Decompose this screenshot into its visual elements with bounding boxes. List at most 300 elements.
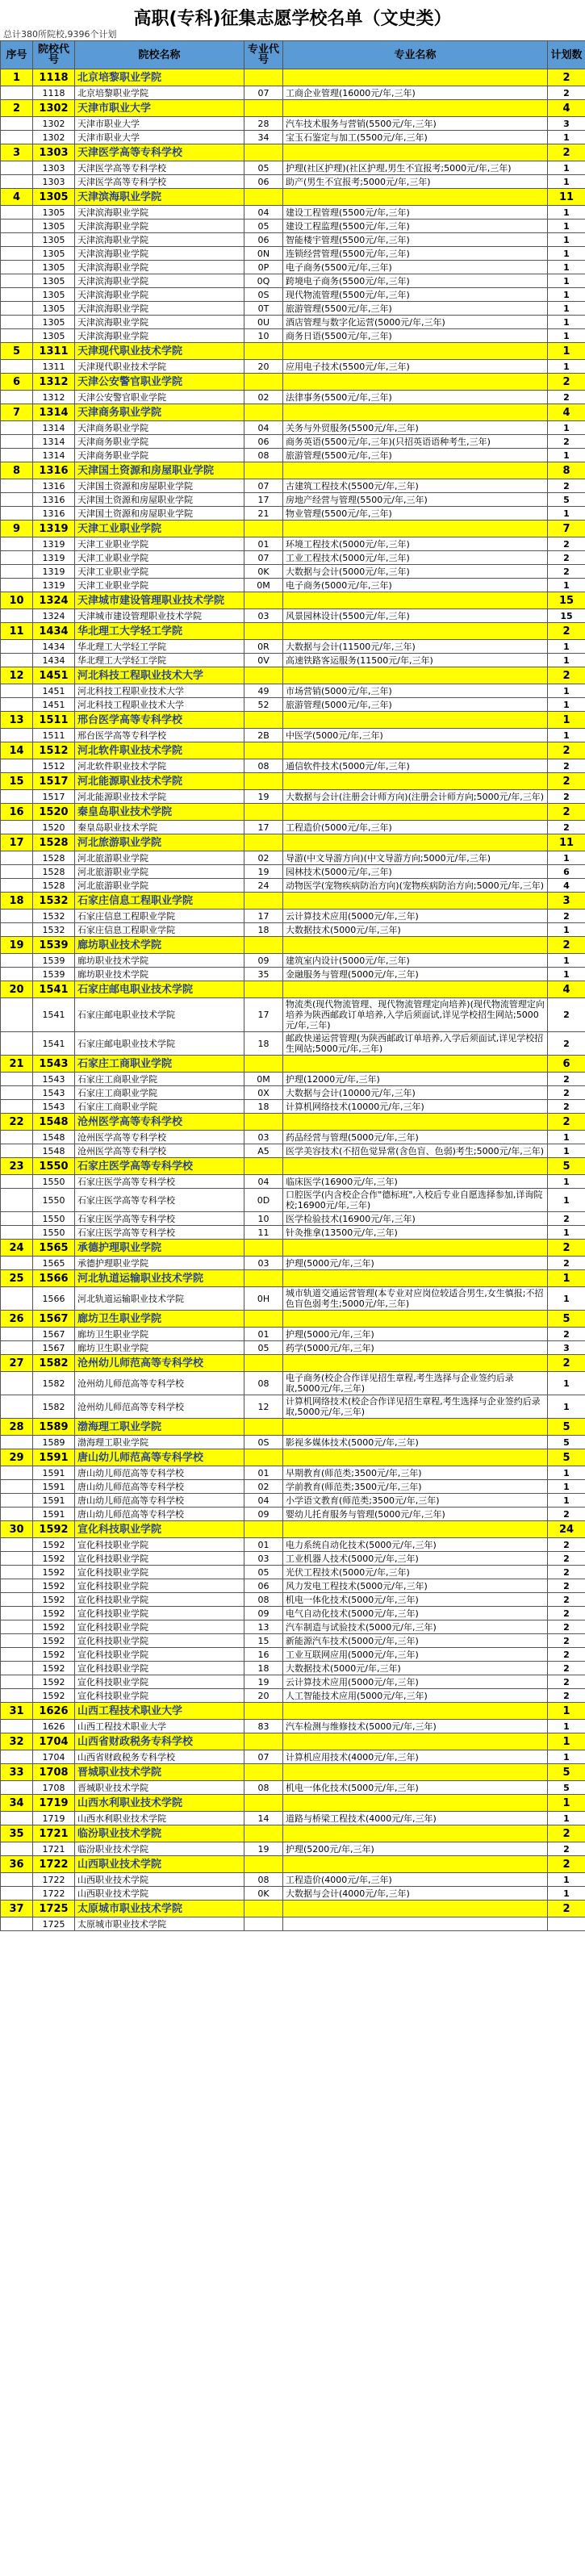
plan-count-cell: 1	[548, 1887, 585, 1901]
major-name-cell: 临床医学(16900元/年,三年)	[283, 1175, 548, 1189]
major-name-cell	[283, 404, 548, 421]
school-name-cell: 河北能源职业技术学院	[75, 790, 244, 804]
major-name-cell	[283, 521, 548, 537]
school-code-cell: 1539	[33, 954, 75, 968]
plan-count-cell: 1	[548, 1175, 585, 1189]
school-code-cell: 1582	[33, 1355, 75, 1372]
plan-count-cell: 2	[548, 821, 585, 834]
school-code-cell: 1532	[33, 910, 75, 923]
major-row	[1, 1257, 585, 1270]
major-code-cell	[244, 521, 283, 537]
major-code-cell: 0T	[244, 302, 283, 316]
plan-count-cell: 24	[548, 1521, 585, 1538]
school-row	[1, 834, 585, 851]
major-name-cell	[283, 937, 548, 954]
school-code-cell: 1592	[33, 1607, 75, 1620]
school-name-cell: 宣化科技职业学院	[75, 1689, 244, 1703]
major-code-cell: 08	[244, 1372, 283, 1395]
school-code-cell: 1708	[33, 1781, 75, 1795]
header-school-code: 院校代号	[33, 41, 75, 69]
seq-cell	[1, 729, 33, 742]
school-name-cell: 廊坊职业技术学院	[75, 968, 244, 981]
major-name-cell	[283, 1917, 548, 1931]
school-code-cell: 1517	[33, 790, 75, 804]
school-name-cell: 山西省财政税务专科学校	[75, 1733, 244, 1750]
major-name-cell	[283, 1521, 548, 1538]
major-row	[1, 1873, 585, 1887]
school-name-cell: 河北软件职业技术学院	[75, 759, 244, 773]
table-body	[1, 69, 585, 1931]
major-name-cell: 工业机器人技术(5000元/年,三年)	[283, 1552, 548, 1566]
major-code-cell: 0R	[244, 640, 283, 654]
seq-cell	[1, 1372, 33, 1395]
school-row	[1, 1056, 585, 1073]
major-name-cell: 护理(5200元/年,三年)	[283, 1842, 548, 1856]
major-name-cell: 工程造价(5000元/年,三年)	[283, 821, 548, 834]
seq-cell: 1	[1, 69, 33, 86]
seq-cell	[1, 1480, 33, 1494]
school-name-cell: 天津医学高等专科学校	[75, 175, 244, 189]
major-code-cell: 08	[244, 1873, 283, 1887]
major-row	[1, 329, 585, 343]
seq-cell	[1, 1131, 33, 1144]
school-code-cell: 1592	[33, 1689, 75, 1703]
seq-cell	[1, 821, 33, 834]
school-name-cell: 天津市职业大学	[75, 100, 244, 117]
major-code-cell: 11	[244, 1226, 283, 1240]
major-row	[1, 579, 585, 592]
school-name-cell: 天津城市建设管理职业技术学院	[75, 609, 244, 623]
school-name-cell: 河北旅游职业学院	[75, 834, 244, 851]
school-code-cell: 1721	[33, 1842, 75, 1856]
seq-cell	[1, 551, 33, 565]
major-name-cell	[283, 1114, 548, 1131]
header-school-name: 院校名称	[75, 41, 244, 69]
school-name-cell: 廊坊卫生职业学院	[75, 1311, 244, 1328]
major-name-cell: 医学美容技术(不招色觉异常(含色盲、色弱)考生;5000元/年,三年)	[283, 1144, 548, 1158]
seq-cell	[1, 329, 33, 343]
school-name-cell: 晋城职业技术学院	[75, 1781, 244, 1795]
plan-count-cell: 1	[548, 1873, 585, 1887]
seq-cell	[1, 1189, 33, 1212]
major-row	[1, 1212, 585, 1226]
plan-count-cell: 15	[548, 592, 585, 609]
plan-count-cell: 2	[548, 1675, 585, 1689]
school-code-cell: 1626	[33, 1703, 75, 1720]
major-code-cell: 04	[244, 421, 283, 435]
major-name-cell: 风力发电工程技术(5000元/年,三年)	[283, 1579, 548, 1593]
school-row	[1, 100, 585, 117]
school-name-cell: 山西职业技术学院	[75, 1887, 244, 1901]
seq-cell: 35	[1, 1825, 33, 1842]
major-row	[1, 1662, 585, 1675]
school-row	[1, 462, 585, 479]
major-code-cell: 0V	[244, 654, 283, 667]
seq-cell	[1, 1287, 33, 1311]
school-code-cell: 1589	[33, 1436, 75, 1449]
major-name-cell: 大数据技术(5000元/年,三年)	[283, 1662, 548, 1675]
major-code-cell: 0S	[244, 288, 283, 302]
school-name-cell: 石家庄医学高等专科学校	[75, 1226, 244, 1240]
school-name-cell: 河北旅游职业学院	[75, 865, 244, 879]
plan-count-cell: 2	[548, 1212, 585, 1226]
plan-count-cell: 1	[548, 288, 585, 302]
seq-cell: 10	[1, 592, 33, 609]
major-name-cell: 大数据与会计(4000元/年,三年)	[283, 1887, 548, 1901]
major-name-cell: 法律事务(5500元/年,三年)	[283, 391, 548, 404]
major-row	[1, 1750, 585, 1764]
major-name-cell: 电力系统自动化技术(5000元/年,三年)	[283, 1538, 548, 1552]
major-name-cell: 工业工程技术(5000元/年,三年)	[283, 551, 548, 565]
major-code-cell: 0K	[244, 1887, 283, 1901]
school-code-cell: 1565	[33, 1257, 75, 1270]
school-code-cell: 1316	[33, 462, 75, 479]
major-row	[1, 821, 585, 834]
major-name-cell: 城市轨道交通运营管理(本专业对应岗位较适合男生,女生慎报;不招色盲色弱考生;5000元/年,三年)	[283, 1287, 548, 1311]
major-row	[1, 1144, 585, 1158]
school-code-cell: 1719	[33, 1812, 75, 1825]
major-name-cell: 影视多媒体技术(5000元/年,三年)	[283, 1436, 548, 1449]
seq-cell	[1, 1175, 33, 1189]
major-name-cell	[283, 804, 548, 821]
school-code-cell: 1312	[33, 391, 75, 404]
plan-count-cell: 2	[548, 391, 585, 404]
major-code-cell: 0M	[244, 579, 283, 592]
major-code-cell	[244, 981, 283, 998]
seq-cell	[1, 1648, 33, 1662]
school-name-cell: 天津工业职业学院	[75, 565, 244, 579]
major-name-cell: 高速铁路客运服务(11500元/年,三年)	[283, 654, 548, 667]
seq-cell	[1, 1873, 33, 1887]
school-name-cell: 天津商务职业学院	[75, 404, 244, 421]
school-code-cell: 1704	[33, 1750, 75, 1764]
plan-count-cell: 2	[548, 1620, 585, 1634]
major-code-cell: 09	[244, 1607, 283, 1620]
school-name-cell: 天津市职业大学	[75, 131, 244, 144]
major-name-cell	[283, 667, 548, 684]
seq-cell: 14	[1, 742, 33, 759]
school-name-cell: 天津商务职业学院	[75, 421, 244, 435]
plan-count-cell: 1	[548, 343, 585, 360]
plan-count-cell: 5	[548, 1781, 585, 1795]
school-code-cell: 1528	[33, 851, 75, 865]
major-code-cell: 16	[244, 1648, 283, 1662]
major-name-cell: 汽车制造与试验技术(5000元/年,三年)	[283, 1620, 548, 1634]
school-name-cell: 天津滨海职业学院	[75, 302, 244, 316]
major-code-cell	[244, 1825, 283, 1842]
school-row	[1, 1419, 585, 1436]
school-name-cell: 天津滨海职业学院	[75, 220, 244, 233]
school-name-cell: 石家庄医学高等专科学校	[75, 1158, 244, 1175]
major-name-cell: 计算机网络技术(校企合作详见招生章程,考生选择与企业签约后录取,5000元/年,三年)	[283, 1395, 548, 1419]
major-row	[1, 1226, 585, 1240]
major-row	[1, 233, 585, 247]
major-code-cell	[244, 1795, 283, 1812]
major-name-cell: 旅游管理(5000元/年,三年)	[283, 698, 548, 712]
plan-count-cell: 2	[548, 1825, 585, 1842]
seq-cell: 18	[1, 893, 33, 910]
school-code-cell: 1543	[33, 1073, 75, 1086]
major-name-cell: 电气自动化技术(5000元/年,三年)	[283, 1607, 548, 1620]
major-code-cell: 35	[244, 968, 283, 981]
major-name-cell: 医学检验技术(16900元/年,三年)	[283, 1212, 548, 1226]
school-code-cell: 1528	[33, 834, 75, 851]
major-row	[1, 998, 585, 1032]
school-code-cell: 1722	[33, 1873, 75, 1887]
seq-cell	[1, 220, 33, 233]
school-code-cell: 1305	[33, 206, 75, 220]
school-name-cell: 天津国土资源和房屋职业学院	[75, 462, 244, 479]
major-row	[1, 1073, 585, 1086]
school-name-cell: 渤海理工职业学院	[75, 1419, 244, 1436]
seq-cell	[1, 1842, 33, 1856]
school-row	[1, 592, 585, 609]
major-row	[1, 1436, 585, 1449]
plan-count-cell: 3	[548, 893, 585, 910]
school-row	[1, 1270, 585, 1287]
plan-count-cell: 2	[548, 1593, 585, 1607]
seq-cell	[1, 1508, 33, 1521]
seq-cell	[1, 1073, 33, 1086]
major-code-cell: 20	[244, 360, 283, 374]
school-code-cell: 1592	[33, 1634, 75, 1648]
major-code-cell: 0D	[244, 1189, 283, 1212]
school-code-cell: 1312	[33, 374, 75, 391]
plan-count-cell: 1	[548, 360, 585, 374]
header-plan-count: 计划数	[548, 41, 585, 69]
major-row	[1, 968, 585, 981]
major-code-cell	[244, 1270, 283, 1287]
school-name-cell: 河北科技工程职业技术大学	[75, 667, 244, 684]
seq-cell: 22	[1, 1114, 33, 1131]
school-name-cell: 山西职业技术学院	[75, 1856, 244, 1873]
major-code-cell: 05	[244, 1566, 283, 1579]
plan-count-cell: 1	[548, 851, 585, 865]
major-name-cell: 工程造价(4000元/年,三年)	[283, 1873, 548, 1887]
major-name-cell: 护理(12000元/年,三年)	[283, 1073, 548, 1086]
school-name-cell: 临汾职业技术学院	[75, 1825, 244, 1842]
major-row	[1, 1086, 585, 1100]
seq-cell	[1, 1226, 33, 1240]
school-name-cell: 唐山幼儿师范高等专科学校	[75, 1449, 244, 1466]
major-name-cell: 人工智能技术应用(5000元/年,三年)	[283, 1689, 548, 1703]
school-code-cell: 1311	[33, 360, 75, 374]
plan-count-cell: 1	[548, 1720, 585, 1733]
major-name-cell	[283, 834, 548, 851]
major-row	[1, 435, 585, 449]
major-row	[1, 1812, 585, 1825]
school-code-cell: 1302	[33, 100, 75, 117]
major-code-cell: 19	[244, 1842, 283, 1856]
major-row	[1, 1287, 585, 1311]
major-row	[1, 729, 585, 742]
major-row	[1, 117, 585, 131]
school-name-cell: 廊坊卫生职业学院	[75, 1328, 244, 1341]
major-row	[1, 1372, 585, 1395]
school-name-cell: 承德护理职业学院	[75, 1240, 244, 1257]
plan-count-cell: 2	[548, 773, 585, 790]
major-row	[1, 1720, 585, 1733]
school-name-cell: 宣化科技职业学院	[75, 1620, 244, 1634]
major-code-cell: 05	[244, 220, 283, 233]
school-name-cell: 沧州医学高等专科学校	[75, 1114, 244, 1131]
school-code-cell: 1451	[33, 684, 75, 698]
plan-count-cell: 1	[548, 579, 585, 592]
school-name-cell: 山西水利职业技术学院	[75, 1795, 244, 1812]
seq-cell	[1, 1566, 33, 1579]
plan-count-cell: 2	[548, 1032, 585, 1056]
seq-cell	[1, 1750, 33, 1764]
school-code-cell: 1566	[33, 1287, 75, 1311]
school-code-cell: 1305	[33, 261, 75, 274]
school-code-cell: 1319	[33, 537, 75, 551]
school-name-cell: 太原城市职业技术学院	[75, 1917, 244, 1931]
major-code-cell: 08	[244, 449, 283, 462]
school-code-cell: 1302	[33, 117, 75, 131]
school-row	[1, 981, 585, 998]
seq-cell: 4	[1, 189, 33, 206]
major-name-cell: 园林技术(5000元/年,三年)	[283, 865, 548, 879]
school-code-cell: 1541	[33, 981, 75, 998]
plan-count-cell: 2	[548, 1552, 585, 1566]
major-row	[1, 360, 585, 374]
seq-cell	[1, 923, 33, 937]
school-name-cell: 天津工业职业学院	[75, 551, 244, 565]
school-name-cell: 石家庄工商职业学院	[75, 1086, 244, 1100]
major-name-cell	[283, 462, 548, 479]
major-code-cell	[244, 1733, 283, 1750]
major-row	[1, 910, 585, 923]
school-code-cell: 1589	[33, 1419, 75, 1436]
school-code-cell: 1305	[33, 274, 75, 288]
plan-count-cell: 1	[548, 1733, 585, 1750]
seq-cell	[1, 421, 33, 435]
school-code-cell: 1543	[33, 1100, 75, 1114]
seq-cell: 33	[1, 1764, 33, 1781]
major-row	[1, 391, 585, 404]
plan-count-cell: 11	[548, 834, 585, 851]
plan-count-cell: 1	[548, 1270, 585, 1287]
major-name-cell	[283, 981, 548, 998]
school-name-cell: 沧州幼儿师范高等专科学校	[75, 1355, 244, 1372]
seq-cell: 6	[1, 374, 33, 391]
major-name-cell: 计算机网络技术(10000元/年,三年)	[283, 1100, 548, 1114]
major-row	[1, 1887, 585, 1901]
plan-count-cell: 1	[548, 684, 585, 698]
plan-count-cell: 8	[548, 462, 585, 479]
school-code-cell: 1708	[33, 1764, 75, 1781]
seq-cell	[1, 449, 33, 462]
major-name-cell	[283, 1449, 548, 1466]
school-name-cell: 唐山幼儿师范高等专科学校	[75, 1494, 244, 1508]
major-name-cell: 旅游管理(5500元/年,三年)	[283, 449, 548, 462]
major-name-cell: 酒店管理与数字化运营(5000元/年,三年)	[283, 316, 548, 329]
seq-cell: 25	[1, 1270, 33, 1287]
plan-count-cell: 1	[548, 729, 585, 742]
seq-cell	[1, 1538, 33, 1552]
major-row	[1, 1480, 585, 1494]
major-name-cell: 建筑室内设计(5000元/年,三年)	[283, 954, 548, 968]
seq-cell: 5	[1, 343, 33, 360]
seq-cell: 13	[1, 712, 33, 729]
major-name-cell	[283, 893, 548, 910]
major-name-cell: 大数据与会计(注册会计师方向)(注册会计师方向;5000元/年,三年)	[283, 790, 548, 804]
plan-count-cell: 1	[548, 1466, 585, 1480]
major-code-cell: 21	[244, 507, 283, 521]
school-name-cell: 北京培黎职业学院	[75, 86, 244, 100]
plan-count-cell: 2	[548, 1257, 585, 1270]
plan-count-cell: 2	[548, 1579, 585, 1593]
school-code-cell: 1311	[33, 343, 75, 360]
school-name-cell: 石家庄信息工程职业学院	[75, 910, 244, 923]
major-code-cell	[244, 100, 283, 117]
seq-cell	[1, 1395, 33, 1419]
plan-count-cell: 1	[548, 923, 585, 937]
school-name-cell: 天津商务职业学院	[75, 435, 244, 449]
major-name-cell: 工商企业管理(16000元/年,三年)	[283, 86, 548, 100]
school-name-cell: 宣化科技职业学院	[75, 1521, 244, 1538]
school-name-cell: 天津工业职业学院	[75, 537, 244, 551]
plan-count-cell: 1	[548, 1226, 585, 1240]
school-row	[1, 1240, 585, 1257]
major-name-cell: 汽车技术服务与营销(5500元/年,三年)	[283, 117, 548, 131]
seq-cell	[1, 1579, 33, 1593]
school-row	[1, 667, 585, 684]
plan-count-cell: 1	[548, 1795, 585, 1812]
school-code-cell: 1722	[33, 1856, 75, 1873]
school-row	[1, 521, 585, 537]
seq-cell: 2	[1, 100, 33, 117]
seq-cell	[1, 479, 33, 493]
school-code-cell: 1539	[33, 937, 75, 954]
major-code-cell: 01	[244, 1466, 283, 1480]
school-name-cell: 渤海理工职业学院	[75, 1436, 244, 1449]
major-code-cell: 28	[244, 117, 283, 131]
major-row	[1, 1175, 585, 1189]
major-code-cell	[244, 742, 283, 759]
school-row	[1, 374, 585, 391]
major-name-cell: 商务英语(5500元/年,三年)(只招英语语种考生,三年)	[283, 435, 548, 449]
school-row	[1, 1311, 585, 1328]
major-code-cell	[244, 462, 283, 479]
major-name-cell	[283, 1355, 548, 1372]
seq-cell	[1, 161, 33, 175]
major-row	[1, 1842, 585, 1856]
school-code-cell: 1303	[33, 144, 75, 161]
major-row	[1, 1395, 585, 1419]
major-name-cell: 物流类(现代物流管理、现代物流管理定向培养)(现代物流管理定向培养为陕西邮政订单培养,入学后须面试,详见学校招生网站;5000元/年,三年)	[283, 998, 548, 1032]
school-code-cell: 1725	[33, 1901, 75, 1917]
major-code-cell: 18	[244, 1662, 283, 1675]
major-row	[1, 1466, 585, 1480]
seq-cell: 29	[1, 1449, 33, 1466]
major-code-cell: 15	[244, 1634, 283, 1648]
school-name-cell: 沧州幼儿师范高等专科学校	[75, 1372, 244, 1395]
seq-cell: 37	[1, 1901, 33, 1917]
school-name-cell: 华北理工大学轻工学院	[75, 623, 244, 640]
major-name-cell: 旅游管理(5500元/年,三年)	[283, 302, 548, 316]
seq-cell	[1, 1662, 33, 1675]
major-row	[1, 1189, 585, 1212]
major-name-cell: 环境工程技术(5000元/年,三年)	[283, 537, 548, 551]
plan-count-cell: 1	[548, 1703, 585, 1720]
school-code-cell: 1592	[33, 1662, 75, 1675]
school-code-cell: 1512	[33, 759, 75, 773]
school-name-cell: 宣化科技职业学院	[75, 1593, 244, 1607]
school-name-cell: 华北理工大学轻工学院	[75, 654, 244, 667]
major-row	[1, 1675, 585, 1689]
school-code-cell: 1316	[33, 493, 75, 507]
